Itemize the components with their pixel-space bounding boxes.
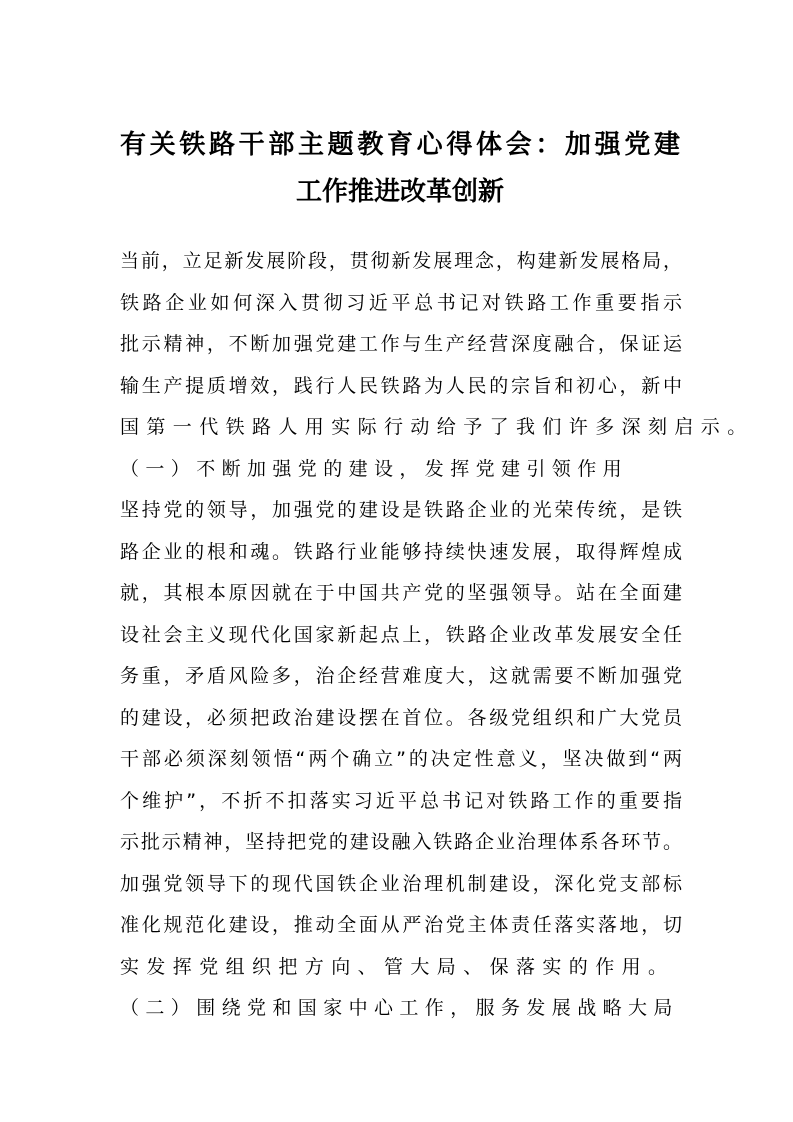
- section-heading: （一）不断加强党的建设，发挥党建引领作用: [120, 457, 629, 480]
- paragraph-line: 批示精神，不断加强党建工作与生产经营深度融合，保证运: [120, 333, 682, 355]
- paragraph-line: 实发挥党组织把方向、管大局、保落实的作用。: [120, 955, 675, 978]
- paragraph-line: 当前，立足新发展阶段，贯彻新发展理念，构建新发展格局，: [120, 250, 682, 272]
- paragraph-line: 坚持党的领导，加强党的建设是铁路企业的光荣传统，是铁: [120, 499, 682, 521]
- paragraph-line: 输生产提质增效，践行人民铁路为人民的宗旨和初心，新中: [120, 374, 682, 397]
- paragraph-line: 路企业的根和魂。铁路行业能够持续快速发展，取得辉煌成: [120, 540, 682, 563]
- paragraph-line: 示批示精神，坚持把党的建设融入铁路企业治理体系各环节。: [120, 831, 682, 853]
- paragraph-line: 就，其根本原因就在于中国共产党的坚强领导。站在全面建: [120, 582, 682, 604]
- document-title-line-1: 有关铁路干部主题教育心得体会：加强党建: [120, 130, 680, 160]
- paragraph-line: 务重，矛盾风险多，治企经营难度大，这就需要不断加强党: [120, 665, 682, 687]
- paragraph-line: 干部必须深刻领悟“两个确立”的决定性意义，坚决做到“两: [120, 748, 682, 770]
- paragraph-line: 准化规范化建设，推动全面从严治党主体责任落实落地，切: [120, 914, 682, 936]
- paragraph-line: 国第一代铁路人用实际行动给予了我们许多深刻启示。: [120, 416, 754, 438]
- paragraph-line: 的建设，必须把政治建设摆在首位。各级党组织和广大党员: [120, 706, 682, 729]
- section-heading: （二）围绕党和国家中心工作，服务发展战略大局: [120, 997, 679, 1019]
- paragraph-line: 铁路企业如何深入贯彻习近平总书记对铁路工作重要指示: [120, 291, 682, 314]
- document-title-line-2: 工作推进改革创新: [295, 177, 504, 207]
- paragraph-line: 设社会主义现代化国家新起点上，铁路企业改革发展安全任: [120, 623, 682, 646]
- paragraph-line: 加强党领导下的现代国铁企业治理机制建设，深化党支部标: [120, 872, 682, 895]
- document-body: [120, 241, 754, 1030]
- paragraph-line: 个维护”，不折不扣落实习近平总书记对铁路工作的重要指: [120, 789, 682, 812]
